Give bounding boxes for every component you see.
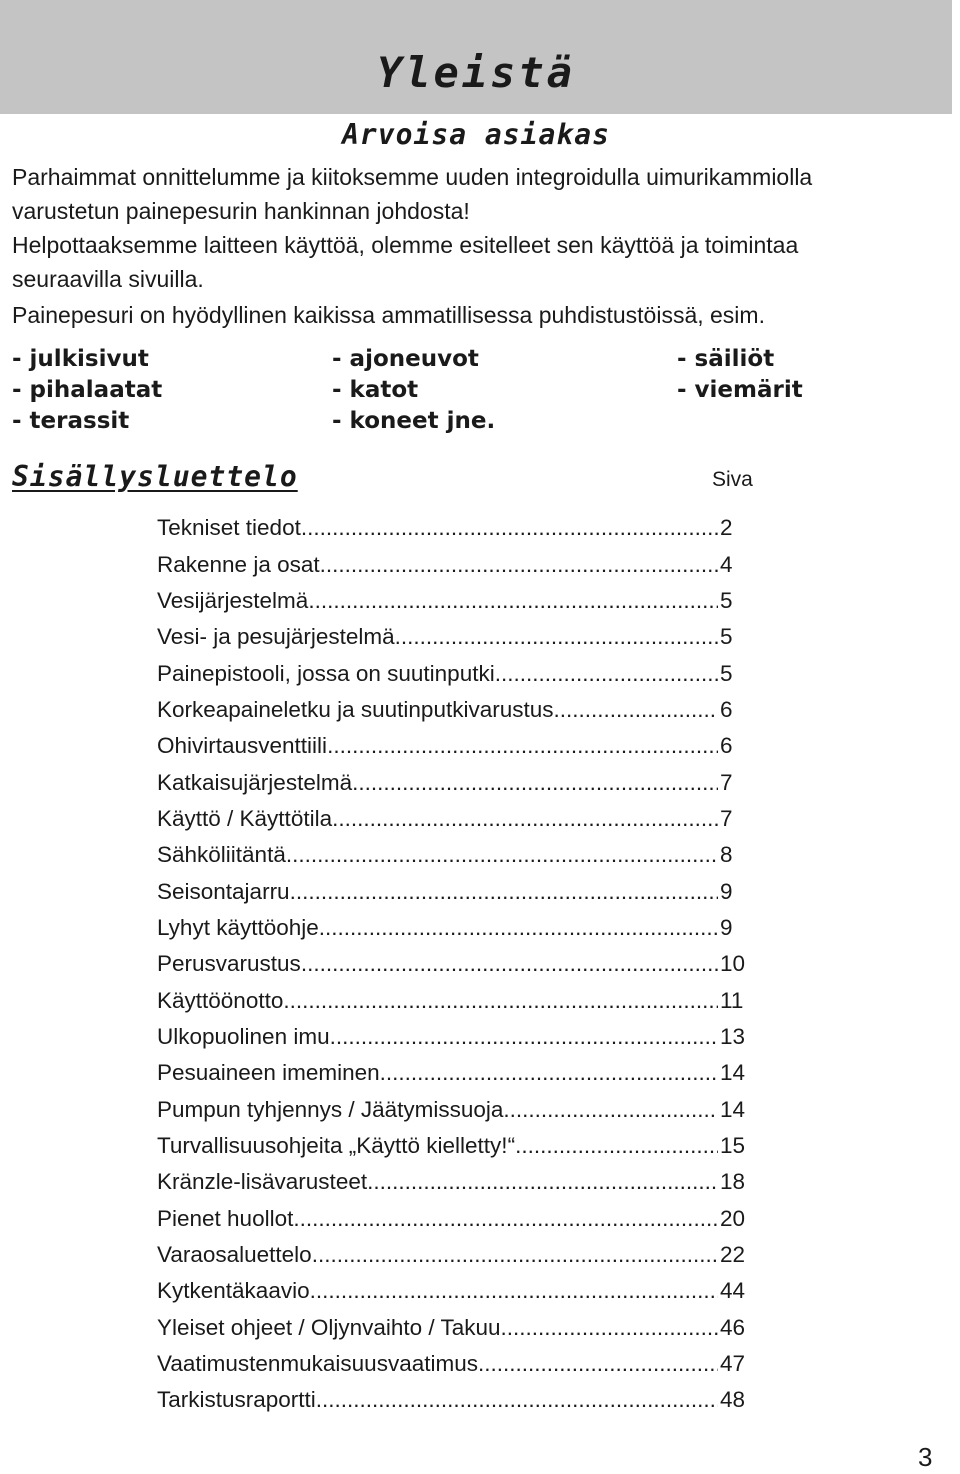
toc-entry-title-wrap xyxy=(157,806,718,832)
toc-entry-title: Sähköliitäntä xyxy=(157,842,286,868)
toc-dot-leader xyxy=(327,733,718,759)
toc-entry-title-wrap xyxy=(157,1387,718,1413)
toc-dot-leader xyxy=(290,879,718,905)
toc-heading: Sisällysluettelo xyxy=(12,460,298,493)
toc-entry-title-wrap xyxy=(157,1315,718,1341)
toc-entry-title: Yleiset ohjeet / Oljynvaihto / Takuu xyxy=(157,1314,501,1340)
uses-item: - säiliöt xyxy=(677,346,775,372)
toc-page-label: Siva xyxy=(712,468,753,491)
toc-entry-title: Tarkistusraportti xyxy=(157,1387,316,1413)
toc-entry-title: Ulkopuolinen imu xyxy=(157,1023,330,1049)
toc-entry xyxy=(157,1201,757,1237)
toc-entry xyxy=(157,1310,757,1346)
toc-entry-title-wrap xyxy=(157,1060,718,1086)
toc-entry xyxy=(157,1237,757,1273)
toc-entry-title-wrap xyxy=(157,879,718,905)
toc-entry xyxy=(157,583,757,619)
toc-entry xyxy=(157,728,757,764)
uses-item: - ajoneuvot xyxy=(332,346,479,372)
toc-entry-page: 9 xyxy=(720,914,733,940)
toc-dot-leader xyxy=(478,1351,718,1377)
toc-entry xyxy=(157,655,757,691)
toc-dot-leader xyxy=(301,515,718,541)
toc-entry-title-wrap xyxy=(157,770,718,796)
toc-entry-title: Käyttöönotto xyxy=(157,987,284,1013)
toc-entry-title: Rakenne ja osat xyxy=(157,551,320,577)
greeting-heading: Arvoisa asiakas xyxy=(342,118,610,151)
toc-entry-title-wrap xyxy=(157,515,718,541)
toc-entry-title: Vaatimustenmukaisuusvaatimus xyxy=(157,1351,478,1377)
toc-entry-title: Korkeapaineletku ja suutinputkivarustus xyxy=(157,696,554,722)
toc-entry-title-wrap xyxy=(157,661,718,687)
toc-entry-title-wrap xyxy=(157,951,718,977)
toc-entry xyxy=(157,1273,757,1309)
toc-dot-leader xyxy=(352,770,718,796)
toc-entry xyxy=(157,764,757,800)
uses-column-3 xyxy=(677,344,803,406)
toc-entry xyxy=(157,1346,757,1382)
toc-entry-page: 47 xyxy=(720,1351,746,1377)
toc-entry-page: 5 xyxy=(720,587,733,613)
toc-entry xyxy=(157,910,757,946)
toc-entry-title-wrap xyxy=(157,915,718,941)
toc-entry-title-wrap xyxy=(157,1206,718,1232)
toc-entry-page: 10 xyxy=(720,951,746,977)
toc-dot-leader xyxy=(554,697,719,723)
uses-item: - terassit xyxy=(12,408,130,434)
toc-dot-leader xyxy=(293,1206,718,1232)
toc-entry-page: 5 xyxy=(720,660,733,686)
uses-item: - katot xyxy=(332,377,419,403)
toc-dot-leader xyxy=(283,988,718,1014)
uses-column-2 xyxy=(332,344,495,437)
toc-entry-title: Perusvarustus xyxy=(157,951,301,977)
toc-entry-title-wrap xyxy=(157,697,718,723)
toc-dot-leader xyxy=(286,842,718,868)
toc-dot-leader xyxy=(308,588,718,614)
toc-entry-page: 18 xyxy=(720,1169,746,1195)
toc-entry xyxy=(157,1055,757,1091)
toc-entry-page: 5 xyxy=(720,624,733,650)
toc-entry-title-wrap xyxy=(157,1351,718,1377)
toc-entry-title-wrap xyxy=(157,588,718,614)
toc-entry xyxy=(157,1164,757,1200)
toc-entry xyxy=(157,1092,757,1128)
toc-entry-title-wrap xyxy=(157,988,718,1014)
toc-dot-leader xyxy=(316,1387,718,1413)
uses-item: - julkisivut xyxy=(12,346,149,372)
toc-entry-page: 46 xyxy=(720,1314,746,1340)
toc-entry-title: Lyhyt käyttöohje xyxy=(157,914,319,940)
toc-dot-leader xyxy=(380,1060,718,1086)
toc-dot-leader xyxy=(301,951,718,977)
toc-entry xyxy=(157,1128,757,1164)
toc-dot-leader xyxy=(320,552,718,578)
toc-entry-title: Turvallisuusohjeita „Käyttö kielletty!“ xyxy=(157,1133,516,1159)
toc-entry-page: 8 xyxy=(720,842,733,868)
toc-entry-title-wrap xyxy=(157,552,718,578)
toc-entry-title: Seisontajarru xyxy=(157,878,290,904)
uses-item: - pihalaatat xyxy=(12,377,163,403)
toc-entry-title: Painepistooli, jossa on suutinputki xyxy=(157,660,495,686)
toc-entry-page: 14 xyxy=(720,1096,746,1122)
toc-dot-leader xyxy=(367,1169,718,1195)
toc-dot-leader xyxy=(330,1024,718,1050)
toc-entry xyxy=(157,801,757,837)
toc-entry-page: 4 xyxy=(720,551,733,577)
toc-entry-title: Ohivirtausventtiili xyxy=(157,733,328,759)
toc-entry-title: Katkaisujärjestelmä xyxy=(157,769,353,795)
toc-entry-title-wrap xyxy=(157,1242,718,1268)
toc-entry-page: 22 xyxy=(720,1242,746,1268)
page-number: 3 xyxy=(918,1442,933,1472)
toc-entry-title-wrap xyxy=(157,1278,718,1304)
toc-dot-leader xyxy=(312,1242,718,1268)
toc-entry-page: 6 xyxy=(720,733,733,759)
toc-entry xyxy=(157,873,757,909)
toc-entry xyxy=(157,1382,757,1418)
toc-entry xyxy=(157,1019,757,1055)
toc-entry-page: 7 xyxy=(720,769,733,795)
toc-entry-page: 48 xyxy=(720,1387,746,1413)
toc-entry-page: 6 xyxy=(720,696,733,722)
toc-dot-leader xyxy=(503,1097,718,1123)
toc-entry-title: Kränzle-lisävarusteet xyxy=(157,1169,368,1195)
page-title: Yleistä xyxy=(376,48,575,97)
toc-entry-page: 11 xyxy=(720,987,744,1013)
toc-dot-leader xyxy=(310,1278,718,1304)
uses-column-1 xyxy=(12,344,162,437)
toc-entry-title: Käyttö / Käyttötila xyxy=(157,805,333,831)
uses-item: - koneet jne. xyxy=(332,408,496,434)
toc-entry xyxy=(157,692,757,728)
toc-entry-title: Pesuaineen imeminen xyxy=(157,1060,380,1086)
toc-entry xyxy=(157,546,757,582)
toc-entry-page: 20 xyxy=(720,1205,746,1231)
intro-paragraph-1: Parhaimmat onnittelumme ja kiitoksemme uuden integroidulla uimurikammiolla varustetun painepesurin hankinnan johdosta! xyxy=(12,164,813,224)
intro-paragraph-2: Helpottaaksemme laitteen käyttöä, olemme esitelleet sen käyttöä ja toimintaa seuraavilla sivuilla. xyxy=(12,232,799,292)
toc-entry-title: Pumpun tyhjennys / Jäätymissuoja xyxy=(157,1096,504,1122)
toc-entry-page: 15 xyxy=(720,1133,746,1159)
uses-item: - viemärit xyxy=(677,377,803,403)
toc-dot-leader xyxy=(495,661,718,687)
toc-entry-title-wrap xyxy=(157,842,718,868)
toc-dot-leader xyxy=(319,915,718,941)
toc-entry-title-wrap xyxy=(157,1097,718,1123)
toc-entry xyxy=(157,510,757,546)
toc-entry xyxy=(157,837,757,873)
toc-entry-title-wrap xyxy=(157,624,718,650)
toc-entry-page: 9 xyxy=(720,878,733,904)
toc-entry-title-wrap xyxy=(157,1133,718,1159)
toc-dot-leader xyxy=(515,1133,718,1159)
toc-dot-leader xyxy=(332,806,718,832)
table-of-contents xyxy=(157,510,757,1419)
toc-entry-title: Tekniset tiedot xyxy=(157,515,301,541)
toc-dot-leader xyxy=(395,624,718,650)
toc-entry xyxy=(157,946,757,982)
toc-entry-page: 7 xyxy=(720,805,733,831)
toc-entry-page: 2 xyxy=(720,515,733,541)
toc-entry-title-wrap xyxy=(157,1024,718,1050)
toc-dot-leader xyxy=(501,1315,718,1341)
toc-entry-page: 44 xyxy=(720,1278,746,1304)
toc-entry-page: 13 xyxy=(720,1023,746,1049)
toc-entry-title: Kytkentäkaavio xyxy=(157,1278,310,1304)
toc-entry xyxy=(157,982,757,1018)
toc-entry-title-wrap xyxy=(157,733,718,759)
intro-paragraph-3: Painepesuri on hyödyllinen kaikissa ammatillisessa puhdistustöissä, esim. xyxy=(12,302,765,328)
toc-entry-title: Vesijärjestelmä xyxy=(157,587,309,613)
toc-entry-title: Vesi- ja pesujärjestelmä xyxy=(157,624,395,650)
toc-entry-title-wrap xyxy=(157,1169,718,1195)
toc-entry-title: Varaosaluettelo xyxy=(157,1242,312,1268)
toc-entry-page: 14 xyxy=(720,1060,746,1086)
toc-entry xyxy=(157,619,757,655)
toc-entry-title: Pienet huollot xyxy=(157,1205,294,1231)
intro-text xyxy=(12,160,912,332)
